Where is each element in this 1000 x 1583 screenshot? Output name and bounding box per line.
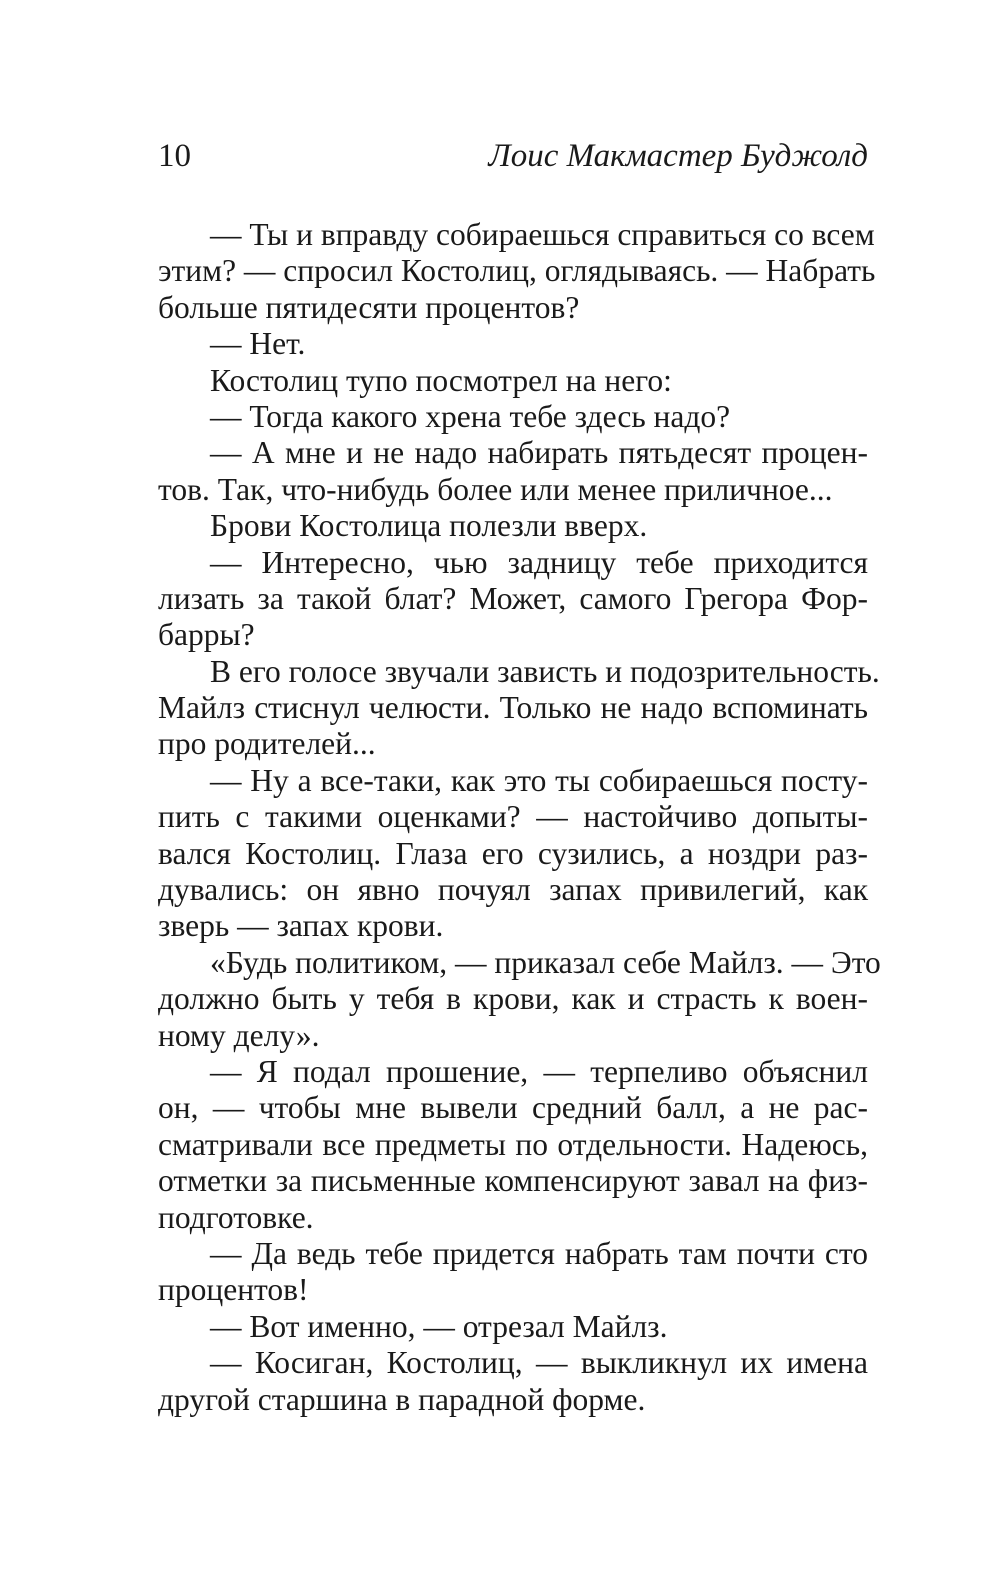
text-line: барры? xyxy=(158,617,255,653)
text-line: пить с такими оценками? — настойчиво допыты- xyxy=(158,799,868,835)
paragraph-first-line: — Косиган, Костолиц, — выкликнул их имена xyxy=(210,1345,868,1381)
text-line: ному делу». xyxy=(158,1017,320,1053)
paragraph-first-line: — Да ведь тебе придется набрать там почти сто xyxy=(210,1235,868,1271)
text-line: больше пятидесяти процентов? xyxy=(158,289,580,325)
text-line: другой старшина в парадной форме. xyxy=(158,1381,646,1417)
paragraph-first-line: — Тогда какого хрена тебе здесь надо? xyxy=(210,398,731,434)
body-text xyxy=(158,217,881,1418)
paragraph-first-line: — Ты и вправду собираешься справиться со всем xyxy=(210,217,875,252)
text-line: дувались: он явно почуял запах привилегий, как xyxy=(158,872,868,908)
paragraph-first-line: — А мне и не надо набирать пятьдесят процен- xyxy=(210,435,868,471)
paragraph-first-line: — Я подал прошение, — терпеливо объяснил xyxy=(210,1053,868,1089)
text-line: процентов! xyxy=(158,1272,309,1308)
text-line: вался Костолиц. Глаза его сузились, а ноздри раз- xyxy=(158,835,868,871)
paragraph-first-line: Брови Костолица полезли вверх. xyxy=(210,508,648,544)
page-number: 10 xyxy=(158,138,191,174)
text-line: подготовке. xyxy=(158,1199,314,1235)
running-head xyxy=(158,134,868,178)
paragraph-first-line: Костолиц тупо посмотрел на него: xyxy=(210,362,672,398)
paragraph-first-line: — Интересно, чью задницу тебе приходится xyxy=(210,544,868,580)
text-line: он, — чтобы мне вывели средний балл, а не рас- xyxy=(158,1090,868,1126)
text-line: этим? — спросил Костолиц, оглядываясь. — Набрать xyxy=(158,253,876,289)
paragraph-first-line: «Будь политиком, — приказал себе Майлз. — Это xyxy=(210,944,881,980)
paragraph-first-line: В его голосе звучали зависть и подозрительность. xyxy=(210,653,880,689)
text-line: сматривали все предметы по отдельности. Надеюсь, xyxy=(158,1126,868,1162)
text-line: Майлз стиснул челюсти. Только не надо вспоминать xyxy=(158,690,868,726)
running-title: Лоис Макмастер Буджолд xyxy=(488,138,868,174)
text-line: должно быть у тебя в крови, как и страсть к воен- xyxy=(158,981,868,1017)
paragraph-first-line: — Ну а все-таки, как это ты собираешься посту- xyxy=(210,762,868,798)
paragraph-first-line: — Вот именно, — отрезал Майлз. xyxy=(210,1308,668,1344)
text-line: про родителей... xyxy=(158,726,376,762)
paragraph-first-line: — Нет. xyxy=(210,326,306,362)
text-line: тов. Так, что-нибудь более или менее приличное... xyxy=(158,471,833,507)
text-line: лизать за такой блат? Может, самого Грегора Фор- xyxy=(158,580,868,616)
text-line: отметки за письменные компенсируют завал на физ- xyxy=(158,1163,868,1199)
text-line: зверь — запах крови. xyxy=(158,908,444,944)
